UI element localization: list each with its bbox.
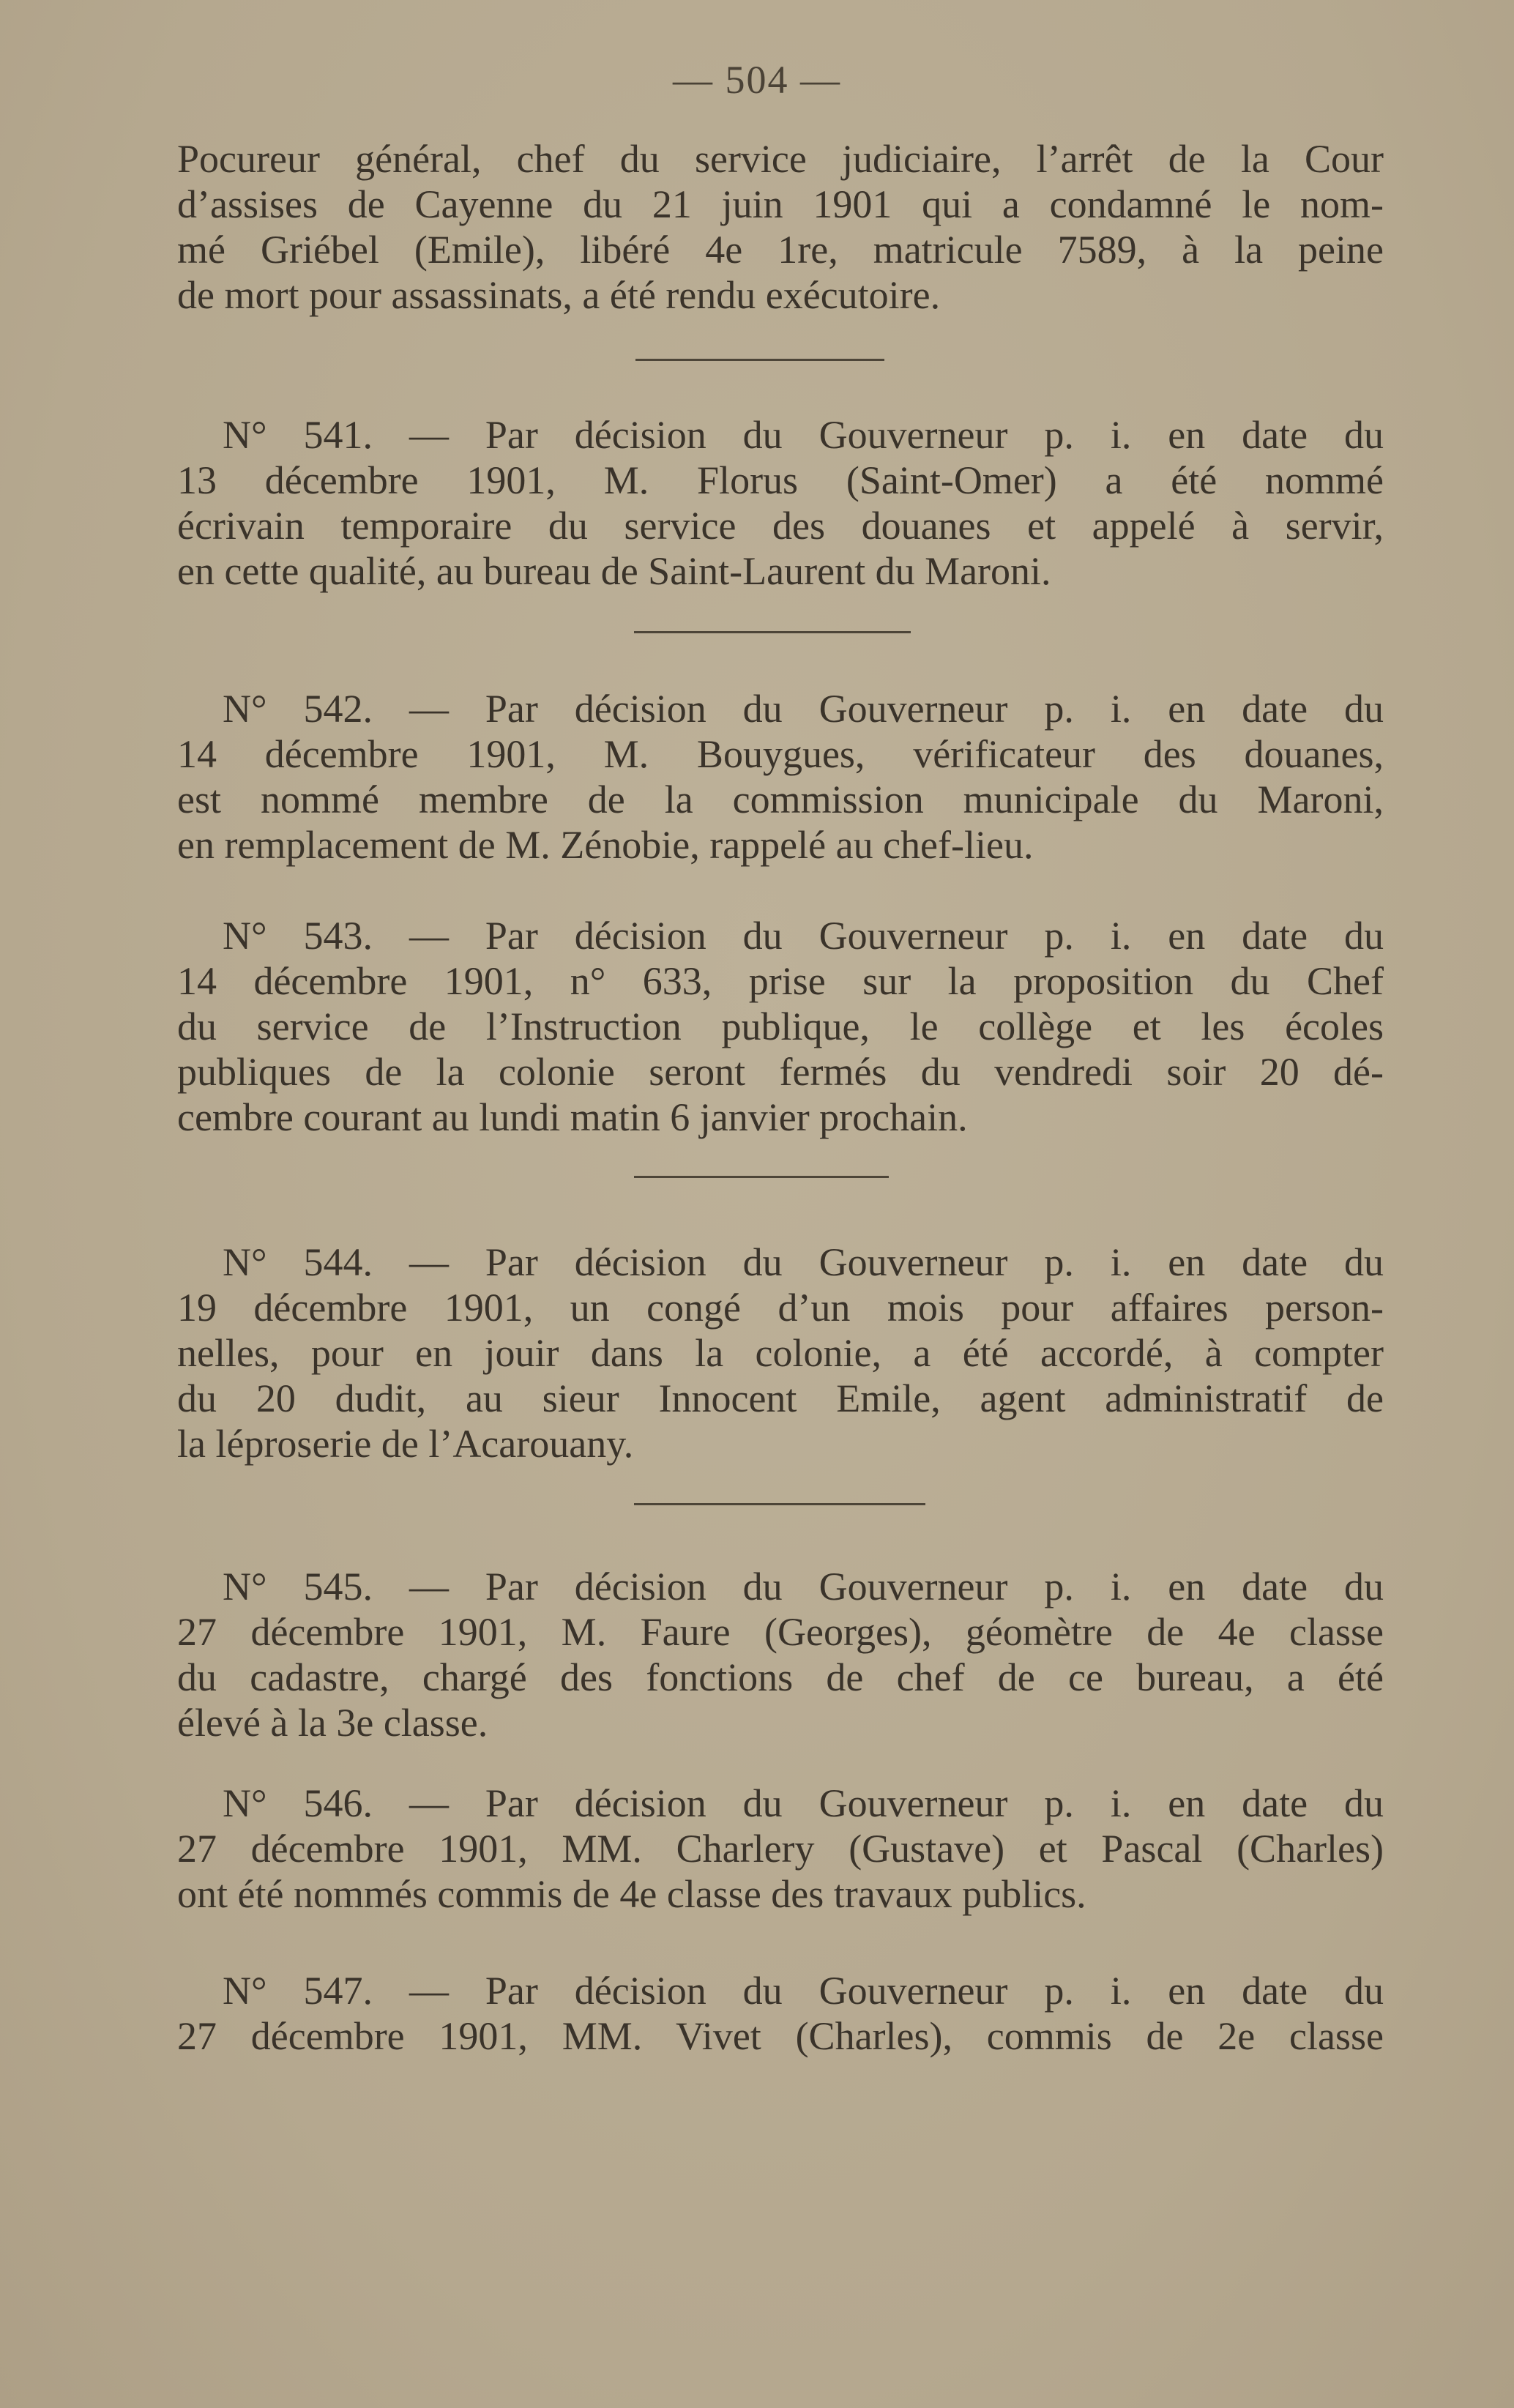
paragraph-intro (177, 136, 1384, 318)
text-line: cembre courant au lundi matin 6 janvier prochain. (177, 1095, 968, 1139)
paragraph-543 (177, 913, 1384, 1140)
text-line: 14 décembre 1901, n° 633, prise sur la proposition du Chef (177, 959, 1384, 1003)
text-line: publiques de la colonie seront fermés du vendredi soir 20 dé- (177, 1050, 1384, 1094)
paragraph-542 (177, 686, 1384, 868)
text-line: N° 546. — Par décision du Gouverneur p. i. en date du (223, 1781, 1384, 1825)
text-line: 19 décembre 1901, un congé d’un mois pour affaires person- (177, 1286, 1384, 1330)
text-line: ont été nommés commis de 4e classe des travaux publics. (177, 1872, 1086, 1916)
text-line: 13 décembre 1901, M. Florus (Saint-Omer) a été nommé (177, 458, 1384, 502)
text-line: N° 541. — Par décision du Gouverneur p. i. en date du (223, 413, 1384, 457)
separator-rule (634, 1176, 889, 1178)
text-line: 27 décembre 1901, MM. Vivet (Charles), commis de 2e classe (177, 2014, 1384, 2058)
text-line: 27 décembre 1901, M. Faure (Georges), géomètre de 4e classe (177, 1610, 1384, 1654)
text-line: Pocureur général, chef du service judiciaire, l’arrêt de la Cour (177, 137, 1384, 181)
text-line: élevé à la 3e classe. (177, 1701, 488, 1745)
text-line: d’assises de Cayenne du 21 juin 1901 qui a condamné le nom- (177, 182, 1384, 226)
page-number-header: — 504 — (673, 58, 841, 102)
text-line: du service de l’Instruction publique, le collège et les écoles (177, 1004, 1384, 1048)
paragraph-545 (177, 1564, 1384, 1745)
paragraph-547 (177, 1968, 1384, 2059)
text-line: N° 545. — Par décision du Gouverneur p. i. en date du (223, 1565, 1384, 1609)
text-line: 27 décembre 1901, MM. Charlery (Gustave) et Pascal (Charles) (177, 1827, 1384, 1871)
separator-rule (634, 631, 911, 633)
paragraph-546 (177, 1781, 1384, 1917)
text-line: mé Griébel (Emile), libéré 4e 1re, matricule 7589, à la peine (177, 228, 1384, 272)
text-line: nelles, pour en jouir dans la colonie, a été accordé, à compter (177, 1331, 1384, 1375)
text-line: du 20 dudit, au sieur Innocent Emile, agent administratif de (177, 1376, 1384, 1420)
text-line: N° 547. — Par décision du Gouverneur p. i. en date du (223, 1969, 1384, 2013)
separator-rule (634, 1503, 925, 1505)
text-line: de mort pour assassinats, a été rendu exécutoire. (177, 273, 941, 317)
text-line: écrivain temporaire du service des douanes et appelé à servir, (177, 504, 1384, 548)
paragraph-544 (177, 1240, 1384, 1466)
separator-rule (635, 359, 884, 361)
text-line: en remplacement de M. Zénobie, rappelé au chef-lieu. (177, 823, 1034, 867)
text-line: N° 542. — Par décision du Gouverneur p. i. en date du (223, 687, 1384, 731)
text-line: du cadastre, chargé des fonctions de chef de ce bureau, a été (177, 1655, 1384, 1699)
text-line: N° 543. — Par décision du Gouverneur p. i. en date du (223, 914, 1384, 958)
text-line: la léproserie de l’Acarouany. (177, 1422, 634, 1466)
text-line: est nommé membre de la commission municipale du Maroni, (177, 778, 1384, 821)
text-line: 14 décembre 1901, M. Bouygues, vérificateur des douanes, (177, 732, 1384, 776)
text-line: en cette qualité, au bureau de Saint-Laurent du Maroni. (177, 549, 1051, 593)
paragraph-541 (177, 412, 1384, 594)
text-line: N° 544. — Par décision du Gouverneur p. i. en date du (223, 1240, 1384, 1284)
